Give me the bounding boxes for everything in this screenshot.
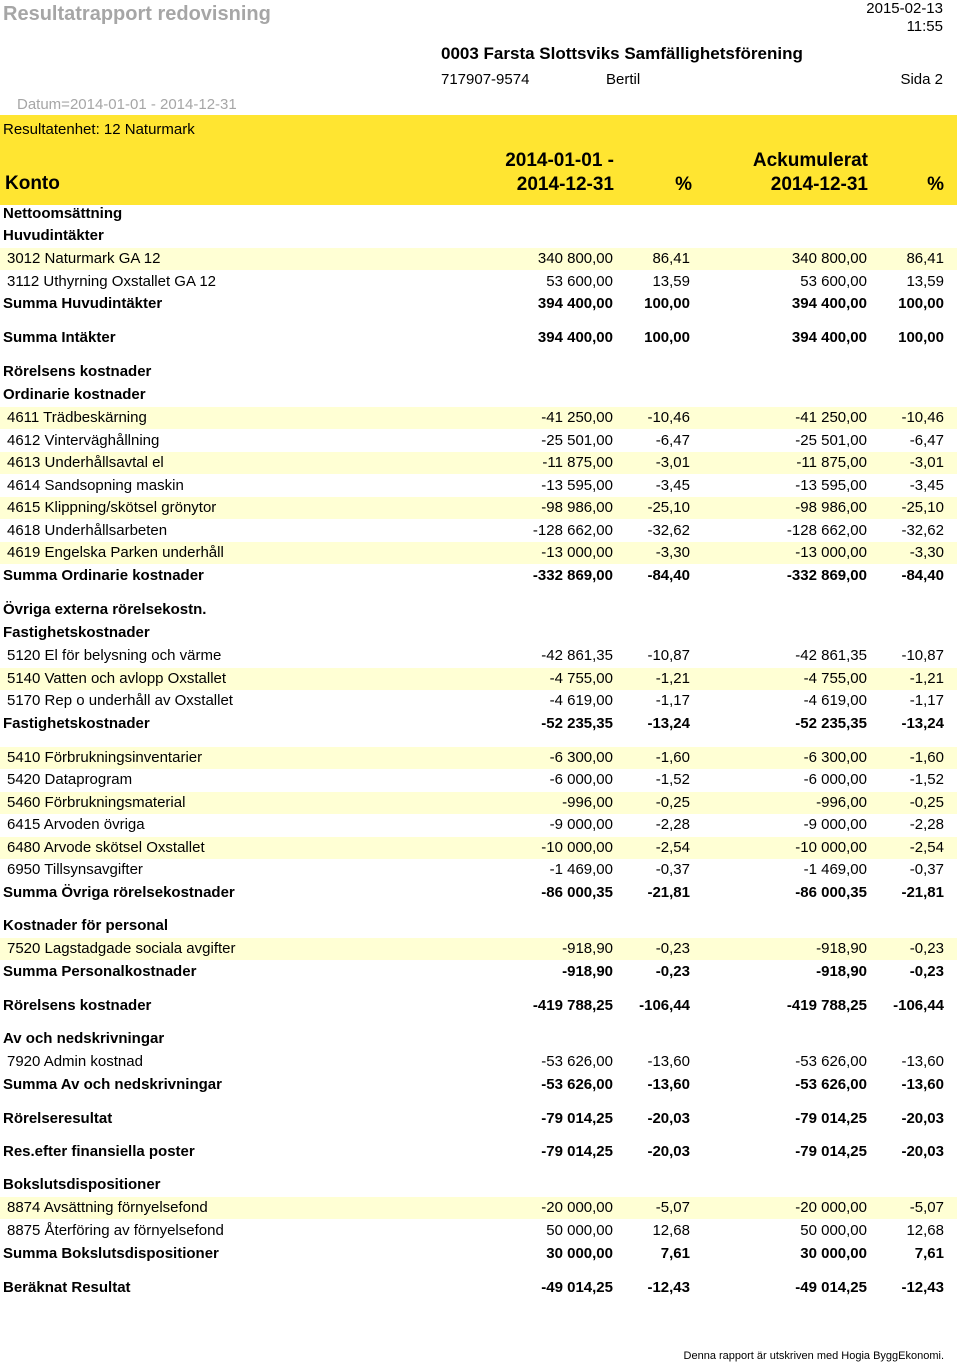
accumulated-amount: 50 000,00 xyxy=(800,1222,867,1239)
accumulated-amount: -1 469,00 xyxy=(803,861,867,878)
period-percent-header: % xyxy=(675,174,692,195)
period-amount: -53 626,00 xyxy=(541,1076,613,1093)
footer-note: Denna rapport är utskriven med Hogia ByggEkonomi. xyxy=(683,1350,944,1362)
period-amount: 340 800,00 xyxy=(537,250,613,267)
period-percent: -1,60 xyxy=(655,749,690,766)
accumulated-percent: -2,54 xyxy=(909,839,944,856)
row-label: 5420 Dataprogram xyxy=(7,771,133,788)
account-row xyxy=(0,792,957,814)
accumulated-percent: 86,41 xyxy=(906,250,944,267)
period-amount: 30 000,00 xyxy=(546,1245,613,1262)
period-percent: -1,21 xyxy=(655,670,690,687)
row-label: 6415 Arvoden övriga xyxy=(7,816,145,833)
period-amount: -11 875,00 xyxy=(542,454,613,471)
section-heading: Nettoomsättning xyxy=(3,205,123,222)
period-percent: -0,23 xyxy=(655,940,690,957)
print-time: 11:55 xyxy=(906,18,943,35)
period-percent: 100,00 xyxy=(644,295,690,312)
period-amount: -4 755,00 xyxy=(549,670,613,687)
accumulated-amount: -53 626,00 xyxy=(795,1076,867,1093)
period-amount: -332 869,00 xyxy=(532,567,613,584)
accumulated-percent: -13,60 xyxy=(901,1076,944,1093)
accumulated-amount: -11 875,00 xyxy=(796,454,867,471)
section-heading-row xyxy=(0,1174,957,1196)
period-amount: -6 300,00 xyxy=(549,749,613,766)
period-amount: 53 600,00 xyxy=(546,273,613,290)
accumulated-percent: -10,87 xyxy=(901,647,944,664)
accumulated-percent: -12,43 xyxy=(901,1279,944,1296)
row-label: 4619 Engelska Parken underhåll xyxy=(7,544,224,561)
report-title: Resultatrapport redovisning xyxy=(3,3,271,25)
row-label: 6950 Tillsynsavgifter xyxy=(7,861,143,878)
row-label: Summa Av och nedskrivningar xyxy=(3,1076,222,1093)
period-amount: -1 469,00 xyxy=(549,861,613,878)
accumulated-amount: -4 619,00 xyxy=(803,692,867,709)
period-amount: -79 014,25 xyxy=(541,1143,613,1160)
accumulated-header-date: 2014-12-31 xyxy=(770,174,868,195)
account-row xyxy=(0,248,957,270)
accumulated-percent: 13,59 xyxy=(906,273,944,290)
row-label: Rörelseresultat xyxy=(3,1110,113,1127)
accumulated-percent: -0,25 xyxy=(909,794,944,811)
account-row xyxy=(0,938,957,960)
period-percent: -84,40 xyxy=(647,567,690,584)
row-label: 3012 Naturmark GA 12 xyxy=(7,250,161,267)
accumulated-amount: -10 000,00 xyxy=(795,839,867,856)
accumulated-amount: -79 014,25 xyxy=(795,1110,867,1127)
account-row xyxy=(0,645,957,667)
row-label: Res.efter finansiella poster xyxy=(3,1143,195,1160)
row-label: 6480 Arvode skötsel Oxstallet xyxy=(7,839,205,856)
summary-row xyxy=(0,1243,957,1265)
account-row xyxy=(0,1220,957,1242)
period-amount: -42 861,35 xyxy=(541,647,613,664)
accumulated-amount: 340 800,00 xyxy=(791,250,867,267)
row-label: 5460 Förbrukningsmaterial xyxy=(7,794,186,811)
period-percent: -12,43 xyxy=(647,1279,690,1296)
accumulated-amount: -13 000,00 xyxy=(795,544,867,561)
account-row xyxy=(0,475,957,497)
report-period: Datum=2014-01-01 - 2014-12-31 xyxy=(17,96,237,113)
account-row xyxy=(0,668,957,690)
period-amount: -86 000,35 xyxy=(541,884,613,901)
accumulated-percent: 7,61 xyxy=(914,1245,944,1262)
accumulated-percent: -6,47 xyxy=(909,432,944,449)
account-row xyxy=(0,542,957,564)
accumulated-percent: -0,23 xyxy=(909,963,944,980)
accumulated-amount: -49 014,25 xyxy=(795,1279,867,1296)
row-label: 8874 Avsättning förnyelsefond xyxy=(7,1199,208,1216)
period-percent: -2,28 xyxy=(655,816,690,833)
period-percent: -13,60 xyxy=(647,1076,690,1093)
period-header-to: 2014-12-31 xyxy=(516,174,614,195)
accumulated-amount: -86 000,35 xyxy=(795,884,867,901)
row-label: Summa Ordinarie kostnader xyxy=(3,567,204,584)
row-label: Summa Bokslutsdispositioner xyxy=(3,1245,219,1262)
accumulated-amount: -6 300,00 xyxy=(803,749,867,766)
row-label: 4611 Trädbeskärning xyxy=(7,409,147,426)
period-percent: -2,54 xyxy=(655,839,690,856)
accumulated-amount: -20 000,00 xyxy=(795,1199,867,1216)
row-label: 5120 El för belysning och värme xyxy=(7,647,222,664)
row-label: 5410 Förbrukningsinventarier xyxy=(7,749,203,766)
period-percent: -0,23 xyxy=(655,963,690,980)
period-percent: -3,45 xyxy=(655,477,690,494)
account-row xyxy=(0,690,957,712)
summary-row xyxy=(0,293,957,315)
period-percent: 100,00 xyxy=(644,329,690,346)
summary-row xyxy=(0,882,957,904)
accumulated-amount: -332 869,00 xyxy=(786,567,867,584)
summary-row xyxy=(0,565,957,587)
account-row xyxy=(0,769,957,791)
account-row xyxy=(0,407,957,429)
section-heading: Rörelsens kostnader xyxy=(3,363,152,380)
section-heading-row xyxy=(0,203,957,225)
accumulated-percent: -0,23 xyxy=(909,940,944,957)
accumulated-amount: -42 861,35 xyxy=(795,647,867,664)
period-amount: 50 000,00 xyxy=(546,1222,613,1239)
period-percent: -13,24 xyxy=(647,715,690,732)
period-amount: -9 000,00 xyxy=(549,816,613,833)
accumulated-percent: -3,45 xyxy=(909,477,944,494)
section-heading-row xyxy=(0,599,957,621)
section-heading: Kostnader för personal xyxy=(3,917,169,934)
accumulated-percent: -21,81 xyxy=(901,884,944,901)
period-amount: -918,90 xyxy=(562,940,613,957)
period-amount: -49 014,25 xyxy=(541,1279,613,1296)
print-date: 2015-02-13 xyxy=(866,0,943,17)
period-header-from: 2014-01-01 - xyxy=(505,150,614,171)
row-label: Fastighetskostnader xyxy=(3,715,150,732)
row-label: Summa Övriga rörelsekostnader xyxy=(3,884,235,901)
period-amount: -41 250,00 xyxy=(541,409,613,426)
period-percent: -10,46 xyxy=(647,409,690,426)
result-unit: Resultatenhet: 12 Naturmark xyxy=(3,121,195,138)
section-heading: Övriga externa rörelsekostn. xyxy=(3,601,207,618)
row-label: 4613 Underhållsavtal el xyxy=(7,454,164,471)
accumulated-amount: 30 000,00 xyxy=(800,1245,867,1262)
accumulated-percent: -3,30 xyxy=(909,544,944,561)
row-label: Summa Intäkter xyxy=(3,329,116,346)
accumulated-percent: 100,00 xyxy=(898,329,944,346)
accumulated-amount: -918,90 xyxy=(816,963,867,980)
account-row xyxy=(0,837,957,859)
period-amount: -53 626,00 xyxy=(541,1053,613,1070)
accumulated-percent: -25,10 xyxy=(901,499,944,516)
period-percent: -3,01 xyxy=(655,454,690,471)
period-percent: -0,25 xyxy=(655,794,690,811)
period-percent: -106,44 xyxy=(639,997,690,1014)
accumulated-amount: -9 000,00 xyxy=(803,816,867,833)
row-label: Summa Personalkostnader xyxy=(3,963,197,980)
accumulated-amount: 394 400,00 xyxy=(791,295,867,312)
account-row xyxy=(0,430,957,452)
period-percent: -1,52 xyxy=(655,771,690,788)
account-row xyxy=(0,1197,957,1219)
account-row xyxy=(0,747,957,769)
row-label: Rörelsens kostnader xyxy=(3,997,152,1014)
row-label: 7920 Admin kostnad xyxy=(7,1053,143,1070)
accumulated-amount: -918,90 xyxy=(816,940,867,957)
accumulated-percent: -32,62 xyxy=(901,522,944,539)
row-label: Summa Huvudintäkter xyxy=(3,295,163,312)
organization-number: 717907-9574 xyxy=(441,71,530,88)
section-heading: Bokslutsdispositioner xyxy=(3,1176,161,1193)
row-label: 4612 Vinterväghållning xyxy=(7,432,160,449)
period-amount: -6 000,00 xyxy=(549,771,613,788)
accumulated-amount: -98 986,00 xyxy=(795,499,867,516)
account-row xyxy=(0,271,957,293)
accumulated-percent-header: % xyxy=(927,174,944,195)
account-row xyxy=(0,520,957,542)
accumulated-percent: -0,37 xyxy=(909,861,944,878)
period-amount: -419 788,25 xyxy=(532,997,613,1014)
period-percent: 12,68 xyxy=(652,1222,690,1239)
period-percent: 86,41 xyxy=(652,250,690,267)
account-row xyxy=(0,859,957,881)
row-label: 4618 Underhållsarbeten xyxy=(7,522,168,539)
summary-row xyxy=(0,1277,957,1299)
accumulated-percent: -1,60 xyxy=(909,749,944,766)
accumulated-percent: -3,01 xyxy=(909,454,944,471)
summary-row xyxy=(0,1108,957,1130)
accumulated-amount: -4 755,00 xyxy=(803,670,867,687)
accumulated-percent: -106,44 xyxy=(893,997,944,1014)
period-amount: -79 014,25 xyxy=(541,1110,613,1127)
accumulated-percent: 12,68 xyxy=(906,1222,944,1239)
accumulated-percent: -2,28 xyxy=(909,816,944,833)
accumulated-amount: -79 014,25 xyxy=(795,1143,867,1160)
period-amount: -13 000,00 xyxy=(541,544,613,561)
period-percent: -5,07 xyxy=(655,1199,690,1216)
period-amount: -98 986,00 xyxy=(541,499,613,516)
period-amount: -918,90 xyxy=(562,963,613,980)
konto-header: Konto xyxy=(5,173,60,194)
row-label: 5140 Vatten och avlopp Oxstallet xyxy=(7,670,227,687)
period-percent: -0,37 xyxy=(655,861,690,878)
accumulated-amount: -996,00 xyxy=(816,794,867,811)
period-percent: -25,10 xyxy=(647,499,690,516)
row-label: 8875 Återföring av förnyelsefond xyxy=(7,1222,224,1239)
account-row xyxy=(0,814,957,836)
row-label: 4615 Klippning/skötsel grönytor xyxy=(7,499,217,516)
section-heading-row xyxy=(0,1028,957,1050)
row-label: 7520 Lagstadgade sociala avgifter xyxy=(7,940,236,957)
accumulated-amount: -128 662,00 xyxy=(786,522,867,539)
row-label: Beräknat Resultat xyxy=(3,1279,131,1296)
period-percent: -3,30 xyxy=(655,544,690,561)
accumulated-percent: 100,00 xyxy=(898,295,944,312)
accumulated-amount: -53 626,00 xyxy=(795,1053,867,1070)
period-percent: 7,61 xyxy=(660,1245,690,1262)
period-amount: -52 235,35 xyxy=(541,715,613,732)
period-amount: -128 662,00 xyxy=(532,522,613,539)
account-row xyxy=(0,1051,957,1073)
period-percent: -21,81 xyxy=(647,884,690,901)
section-heading: Ordinarie kostnader xyxy=(3,386,146,403)
accumulated-percent: -13,60 xyxy=(901,1053,944,1070)
accumulated-percent: -13,24 xyxy=(901,715,944,732)
summary-row xyxy=(0,995,957,1017)
accumulated-amount: -25 501,00 xyxy=(795,432,867,449)
period-percent: -20,03 xyxy=(647,1110,690,1127)
section-heading-row xyxy=(0,384,957,406)
section-heading-row xyxy=(0,361,957,383)
section-heading: Av och nedskrivningar xyxy=(3,1030,165,1047)
section-heading-row xyxy=(0,225,957,247)
period-percent: -13,60 xyxy=(647,1053,690,1070)
accumulated-amount: 394 400,00 xyxy=(791,329,867,346)
accumulated-amount: -419 788,25 xyxy=(786,997,867,1014)
accumulated-percent: -1,21 xyxy=(909,670,944,687)
summary-row xyxy=(0,961,957,983)
summary-row xyxy=(0,327,957,349)
period-amount: -25 501,00 xyxy=(541,432,613,449)
user-name: Bertil xyxy=(606,71,641,88)
summary-row xyxy=(0,1074,957,1096)
accumulated-percent: -20,03 xyxy=(901,1110,944,1127)
period-percent: -32,62 xyxy=(647,522,690,539)
section-heading: Fastighetskostnader xyxy=(3,624,150,641)
summary-row xyxy=(0,1141,957,1163)
accumulated-amount: -13 595,00 xyxy=(795,477,867,494)
period-amount: -996,00 xyxy=(562,794,613,811)
row-label: 3112 Uthyrning Oxstallet GA 12 xyxy=(7,273,217,290)
section-heading-row xyxy=(0,622,957,644)
organization-name: 0003 Farsta Slottsviks Samfällighetsförening xyxy=(441,44,803,63)
period-amount: 394 400,00 xyxy=(537,295,613,312)
accumulated-percent: -5,07 xyxy=(909,1199,944,1216)
period-amount: -10 000,00 xyxy=(541,839,613,856)
accumulated-percent: -1,17 xyxy=(909,692,944,709)
period-percent: -1,17 xyxy=(655,692,690,709)
accumulated-amount: -41 250,00 xyxy=(795,409,867,426)
row-label: 5170 Rep o underhåll av Oxstallet xyxy=(7,692,233,709)
period-amount: -4 619,00 xyxy=(549,692,613,709)
accumulated-header-label: Ackumulerat xyxy=(752,150,868,171)
accumulated-percent: -20,03 xyxy=(901,1143,944,1160)
account-row xyxy=(0,452,957,474)
period-amount: 394 400,00 xyxy=(537,329,613,346)
page-number: Sida 2 xyxy=(900,71,943,88)
period-percent: -6,47 xyxy=(655,432,690,449)
accumulated-percent: -1,52 xyxy=(909,771,944,788)
summary-row xyxy=(0,713,957,735)
period-amount: -20 000,00 xyxy=(541,1199,613,1216)
period-amount: -13 595,00 xyxy=(541,477,613,494)
accumulated-percent: -84,40 xyxy=(901,567,944,584)
account-row xyxy=(0,497,957,519)
period-percent: -20,03 xyxy=(647,1143,690,1160)
accumulated-amount: 53 600,00 xyxy=(800,273,867,290)
accumulated-amount: -6 000,00 xyxy=(803,771,867,788)
section-heading-row xyxy=(0,915,957,937)
accumulated-percent: -10,46 xyxy=(901,409,944,426)
period-percent: 13,59 xyxy=(652,273,690,290)
row-label: 4614 Sandsopning maskin xyxy=(7,477,184,494)
section-heading: Huvudintäkter xyxy=(3,227,104,244)
accumulated-amount: -52 235,35 xyxy=(795,715,867,732)
period-percent: -10,87 xyxy=(647,647,690,664)
